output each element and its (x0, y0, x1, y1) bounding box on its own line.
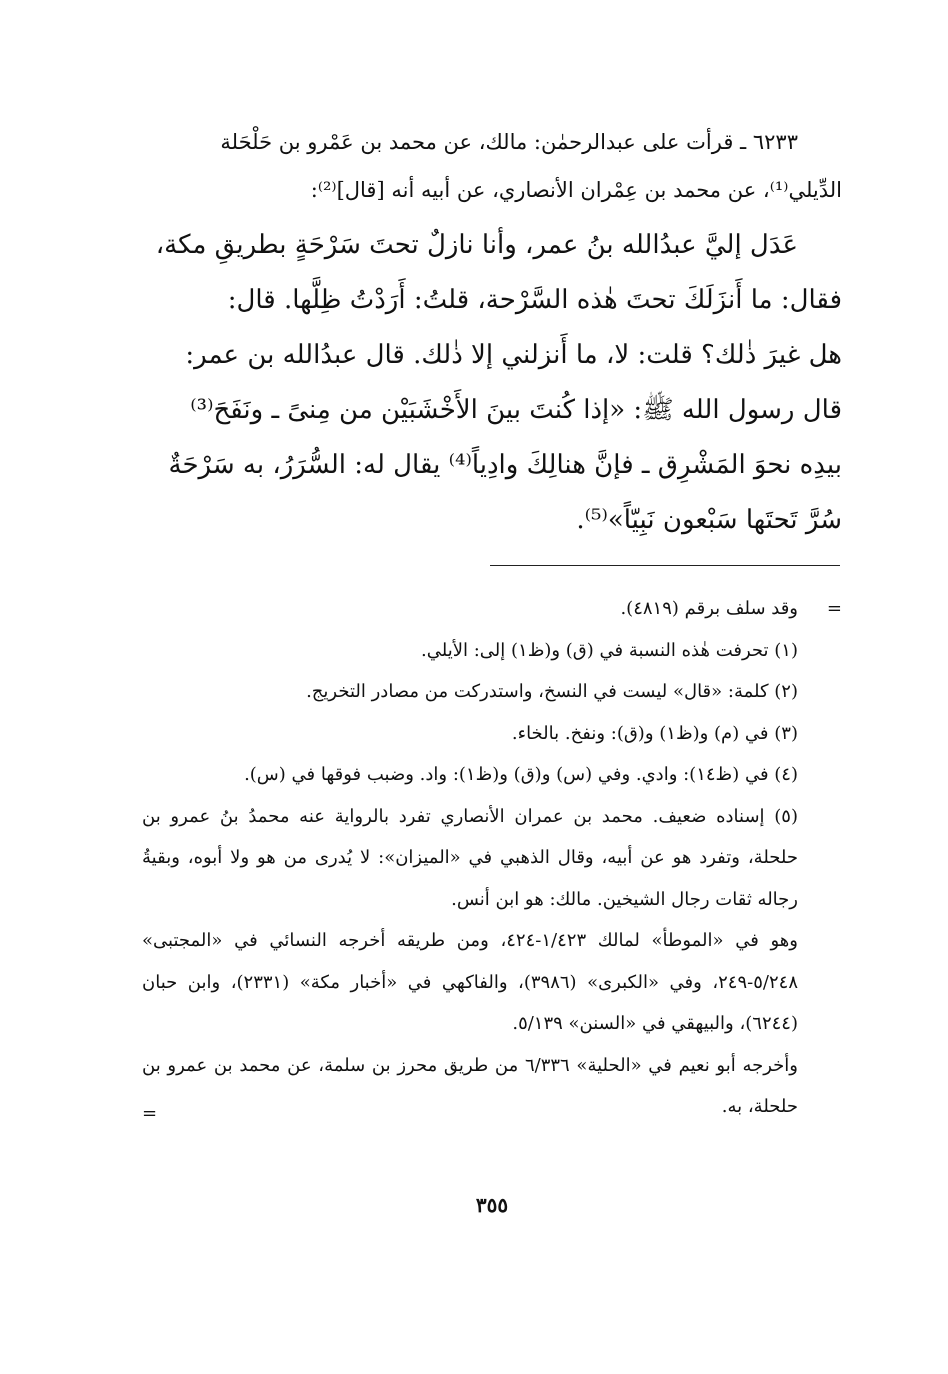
end-marker: = (142, 1102, 158, 1124)
footnote-continuation (142, 588, 842, 630)
hadith-isnad (142, 118, 842, 214)
page-number: ٣٥٥ (475, 1193, 509, 1217)
continuation-marker: = (826, 598, 842, 619)
footnote-2: (٢) كلمة: «قال» ليست في النسخ، واستدركت من مصادر التخريج. (306, 681, 798, 702)
footnote-4: (٤) في (ظ١٤): وادي. وفي (س) و(ق) و(ظ١): واد. وضبب فوقها في (س). (244, 764, 798, 785)
footnote-1: (١) تحرفت هٰذه النسبة في (ق) و(ظ١) إلى: الأيلي. (421, 639, 798, 661)
matn-line: سُرَّ تَحتَها سَبْعون نَبِيّاً»⁽⁵⁾. (576, 505, 842, 535)
matn-line: قال رسول الله ﷺ: «إذا كُنتَ بينَ الأَخْشَبَيْن من مِنىً ـ ونَفَحَ⁽³⁾ (190, 395, 842, 425)
footnote-5: (٥) إسناده ضعيف. محمد بن عمران الأنصاري تفرد بالرواية عنه محمدُ بنُ عمرو بن حلحلة، وتفرد هو عن أبيه، وقال الذهبي في «الميزان»: لا يُدرى من هو ولا أبوه، وبقيةُ رجاله ثقات رجال الشيخين. مالك: هو ابن أنس. (142, 805, 798, 910)
footnote-5-more-sources-text: وأخرجه أبو نعيم في «الحلية» ٦/٣٣٦ من طريق محرز بن سلمة، عن محمد بن عمرو بن حلحلة، به. (142, 1054, 798, 1117)
footnotes (142, 588, 842, 1128)
matn-line: فقال: ما أَنزَلَكَ تحتَ هٰذه السَّرْحة، قلتُ: أَرَدْتُ ظِلَّها. قال: (227, 285, 842, 315)
footnote-divider (490, 565, 840, 566)
footnote-5-sources: وهو في «الموطأ» لمالك ١/٤٢٣-٤٢٤، ومن طريقه أخرجه النسائي في «المجتبى» ٥/٢٤٨-٢٤٩، وفي «الكبرى» (٣٩٨٦)، والفاكهي في «أخبار مكة» (٢٣٣١)، وابن حبان (٦٢٤٤)، والبيهقي في «السنن» ٥/١٣٩. (142, 930, 798, 1034)
continuation-text: وقد سلف برقم (٤٨١٩). (620, 598, 798, 619)
hadith-matn (142, 218, 842, 548)
isnad-line: الدِّيلي⁽¹⁾، عن محمد بن عِمْران الأنصاري، عن أبيه أنه [قال]⁽²⁾: (310, 178, 842, 202)
isnad-line: ٦٢٣٣ ـ قرأت على عبدالرحمٰن: مالك، عن محمد بن عَمْرو بن حَلْحَلة (220, 130, 798, 154)
matn-line: هل غيرَ ذٰلك؟ قلت: لا، ما أَنزلني إلا ذٰلك. قال عبدُالله بن عمر: (185, 340, 842, 370)
footnote-3: (٣) في (م) و(ظ١) و(ق): ونفخ. بالخاء. (511, 722, 798, 744)
matn-line: بيدِه نحوَ المَشْرِق ـ فإنَّ هنالِكَ وادِياً⁽⁴⁾ يقال له: السُّرَرُ، به سَرْحَةٌ (168, 450, 842, 480)
footnote-5-more-sources (142, 1045, 842, 1128)
page (142, 118, 842, 1318)
matn-line: عَدَل إليَّ عبدُالله بنُ عمر، وأنا نازلٌ تحتَ سَرْحَةٍ بطريقِ مكة، (155, 230, 798, 260)
